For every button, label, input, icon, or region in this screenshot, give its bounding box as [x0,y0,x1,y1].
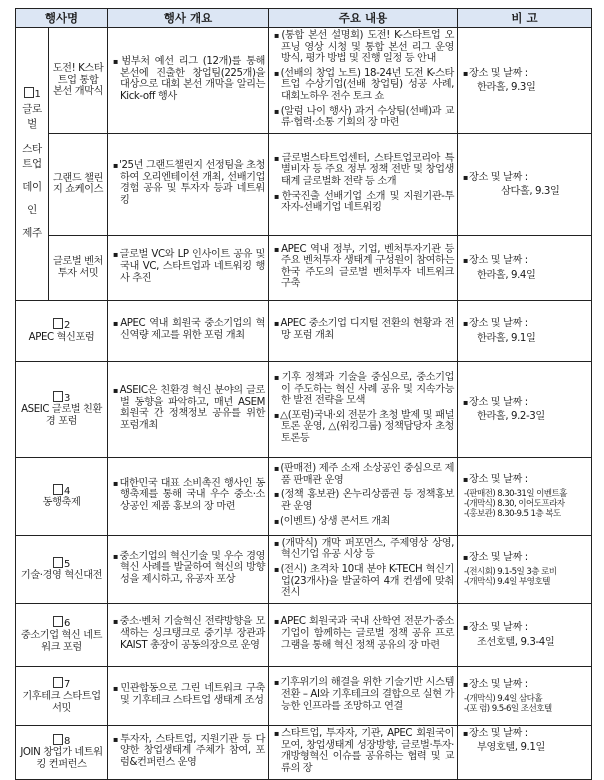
event-name: 8 JOIN 창업가 네트워킹 컨퍼런스 [16,725,108,779]
event-contents: ▪ (판매전) 제주 소재 소상공인 중심으로 제품 판매관 운영 ▪ (정책 홍보관) 온누리상품권 등 정책홍보관 운영 ▪ (이벤트) 상생 콘서트 개최 [269,457,458,535]
table-row [16,133,592,235]
event-contents: ▪ APEC 회원국과 국내 산학연 전문가·중소기업이 함께하는 글로벌 정책 공유 프로그램을 통해 혁신 정책 공유의 장 마련 [269,603,458,666]
event-schedule-table [15,8,592,780]
event-overview: ▪ 대한민국 대표 소비촉진 행사인 동행축제를 통해 국내 우수 중소·소상공인 제품 홍보의 장 마련 [108,457,269,535]
event-contents: ▪ APEC 역내 정부, 기업, 벤처투자기관 등 주요 벤처투자 생태계 구성원이 참여하는 한국 주도의 글로벌 벤처투자 네트워크 구축 [269,235,458,300]
event-name: 5 기술·경영 혁신대전 [16,535,108,603]
event-overview: ▪ 민관합동으로 그린 네트워크 구축 및 기후테크 스타트업 생태계 조성 [108,666,269,725]
table-row [16,300,592,361]
table-row [16,666,592,725]
event-contents: ▪ 스타트업, 투자자, 기관, APEC 회원국이 모여, 창업생태계 성장방향, 글로벌·투자·개방형혁신 이슈를 공유하는 협력 및 교류의 장 [269,725,458,779]
header-contents: 주요 내용 [269,9,458,28]
event-remarks: ▪ 장소 및 날짜 : 한라홀, 9.3일 [458,28,592,134]
event-remarks: ▪ 장소 및 날짜 : -(전시회) 9.1-5일 3층 로비 -(개막식) 9.4일 부영호텔 [458,535,592,603]
group-label-global-startup-day: 1 글로 벌 스타 트업 데이 인 제주 [16,28,49,301]
event-contents: ▪ (통합 본선 설명회) 도전! K-스타트업 오프닝 영상 시청 및 통합 본선 리그 운영 방식, 평가 방법 및 진행 일정 등 안내 ▪ (선배의 창업 노트) 18-24년 도전 K-스타트업 수상기업(선배 창업팀) 성공 사례, 대회노하우 전수 토크 쇼 ▪ (알럼 나이 행사) 과거 수상팀(선배)과 교류·협력·소통 기회의 장 마련 [269,28,458,134]
event-contents: ▪ 기후위기의 해결을 위한 기술기반 시스템 전환 – AI와 기후테크의 결합으로 실현 가능한 인프라를 조망하고 연결 [269,666,458,725]
checkbox-square-icon [53,391,63,402]
event-remarks: ▪ 장소 및 날짜 : -(판매전) 8.30-31일 이벤트홀 -(개막식) 8.30, 이어도프라자 -(홍보관) 8.30-9.5 1층 복도 [458,457,592,535]
event-overview: ▪ 중소·벤처 기술혁신 전략방향을 모색하는 싱크탱크로 중기부 장관과 KAIST 총장이 공동의장으로 운영 [108,603,269,666]
checkbox-square-icon [53,734,63,745]
event-name: 도전! K스타트업 통합 본선 개막식 [49,28,108,134]
table-row [16,457,592,535]
table-row [16,235,592,300]
table-row [16,28,592,134]
event-name: 3 ASEIC 글로벌 친환경 포럼 [16,361,108,457]
event-remarks: ▪ 장소 및 날짜 : 한라홀, 9.1일 [458,300,592,361]
event-remarks: ▪ 장소 및 날짜 : 한라홀, 9.4일 [458,235,592,300]
checkbox-square-icon [53,318,63,329]
checkbox-square-icon [24,87,34,98]
header-overview: 행사 개요 [108,9,269,28]
table-row [16,535,592,603]
event-overview: ▪ ASEIC은 친환경 혁신 분야의 글로벌 동향을 파악하고, 매년 ASEM 회원국 간 정책정보 공유를 위한 포럼개최 [108,361,269,457]
event-overview: ▪ 중소기업의 혁신기술 및 우수 경영혁신 사례를 발굴하여 혁신의 방향성을 제시하고, 유공자 포상 [108,535,269,603]
event-contents: ▪ APEC 중소기업 디지털 전환의 현황과 전망 포럼 개최 [269,300,458,361]
event-remarks: ▪ 장소 및 날짜 : -(개막식) 9.4일 삼다홀 -(포 럼) 9.5-6일 조선호텔 [458,666,592,725]
event-name: 4 동행축제 [16,457,108,535]
event-remarks: ▪ 장소 및 날짜 : 한라홀, 9.2-3일 [458,361,592,457]
checkbox-square-icon [53,557,63,568]
event-remarks: ▪ 장소 및 날짜 : 조선호텔, 9.3-4일 [458,603,592,666]
event-name: 2 APEC 혁신포럼 [16,300,108,361]
event-name: 7 기후테크 스타트업서밋 [16,666,108,725]
event-contents: ▪ 글로벌스타트업센터, 스타트업코리아 특별비자 등 주요 정부 정책 전반 및 창업생태계 글로벌화 전략 등 소개 ▪ 한국진출 선배기업 소개 및 지원기관-투자자-선배기업 네트워킹 [269,133,458,235]
event-overview: ▪ 투자자, 스타트업, 지원기관 등 다양한 창업생태계 주체가 참여, 포럼&컨퍼런스 운영 [108,725,269,779]
table-row [16,603,592,666]
checkbox-square-icon [53,484,63,495]
event-remarks: ▪ 장소 및 날짜 : 삼다홀, 9.3일 [458,133,592,235]
checkbox-square-icon [53,616,63,627]
event-contents: ▪ 기후 정책과 기술을 중심으로, 중소기업이 주도하는 혁신 사례 공유 및 지속가능한 발전 전략을 모색 ▪ △(포럼)국내·외 전문가 초청 발제 및 패널토론 운영, △(워킹그룹) 정책담당자 초청 토론등 [269,361,458,457]
table-row [16,361,592,457]
event-overview: ▪ 글로벌 VC와 LP 인사이트 공유 및 국내 VC, 스타트업과 네트워킹 행사 추진 [108,235,269,300]
event-name: 6 중소기업 혁신 네트워크 포럼 [16,603,108,666]
event-overview: ▪ 범부처 예선 리그 (12개)를 통해 본선에 진출한 창업팀(225개)을 대상으로 대회 본선 개막을 알리는 Kick-off 행사 [108,28,269,134]
event-overview: ▪ APEC 역내 회원국 중소기업의 혁신역량 제고를 위한 포럼 개최 [108,300,269,361]
table-header-row [16,9,592,28]
event-overview: ▪ '25년 그랜드챌린지 선정팀을 초청하여 오리엔테이션 개최, 선배기업 경험 공유 및 투자자 등과 네트워킹 [108,133,269,235]
event-name: 그랜드 챌린지 쇼케이스 [49,133,108,235]
header-event-name: 행사명 [16,9,108,28]
checkbox-square-icon [53,677,63,688]
event-name: 글로벌 벤처투자 서밋 [49,235,108,300]
event-contents: ▪ (개막식) 개막 퍼포먼스, 주제영상 상영, 혁신기업 유공 시상 등 ▪ (전시) 초격차 10대 분야 K-TECH 혁신기업(23개사)을 발굴하여 4개 컨셉에 맞춰 전시 [269,535,458,603]
header-remarks: 비 고 [458,9,592,28]
table-row [16,725,592,779]
event-remarks: ▪ 장소 및 날짜 : 부영호텔, 9.1일 [458,725,592,779]
